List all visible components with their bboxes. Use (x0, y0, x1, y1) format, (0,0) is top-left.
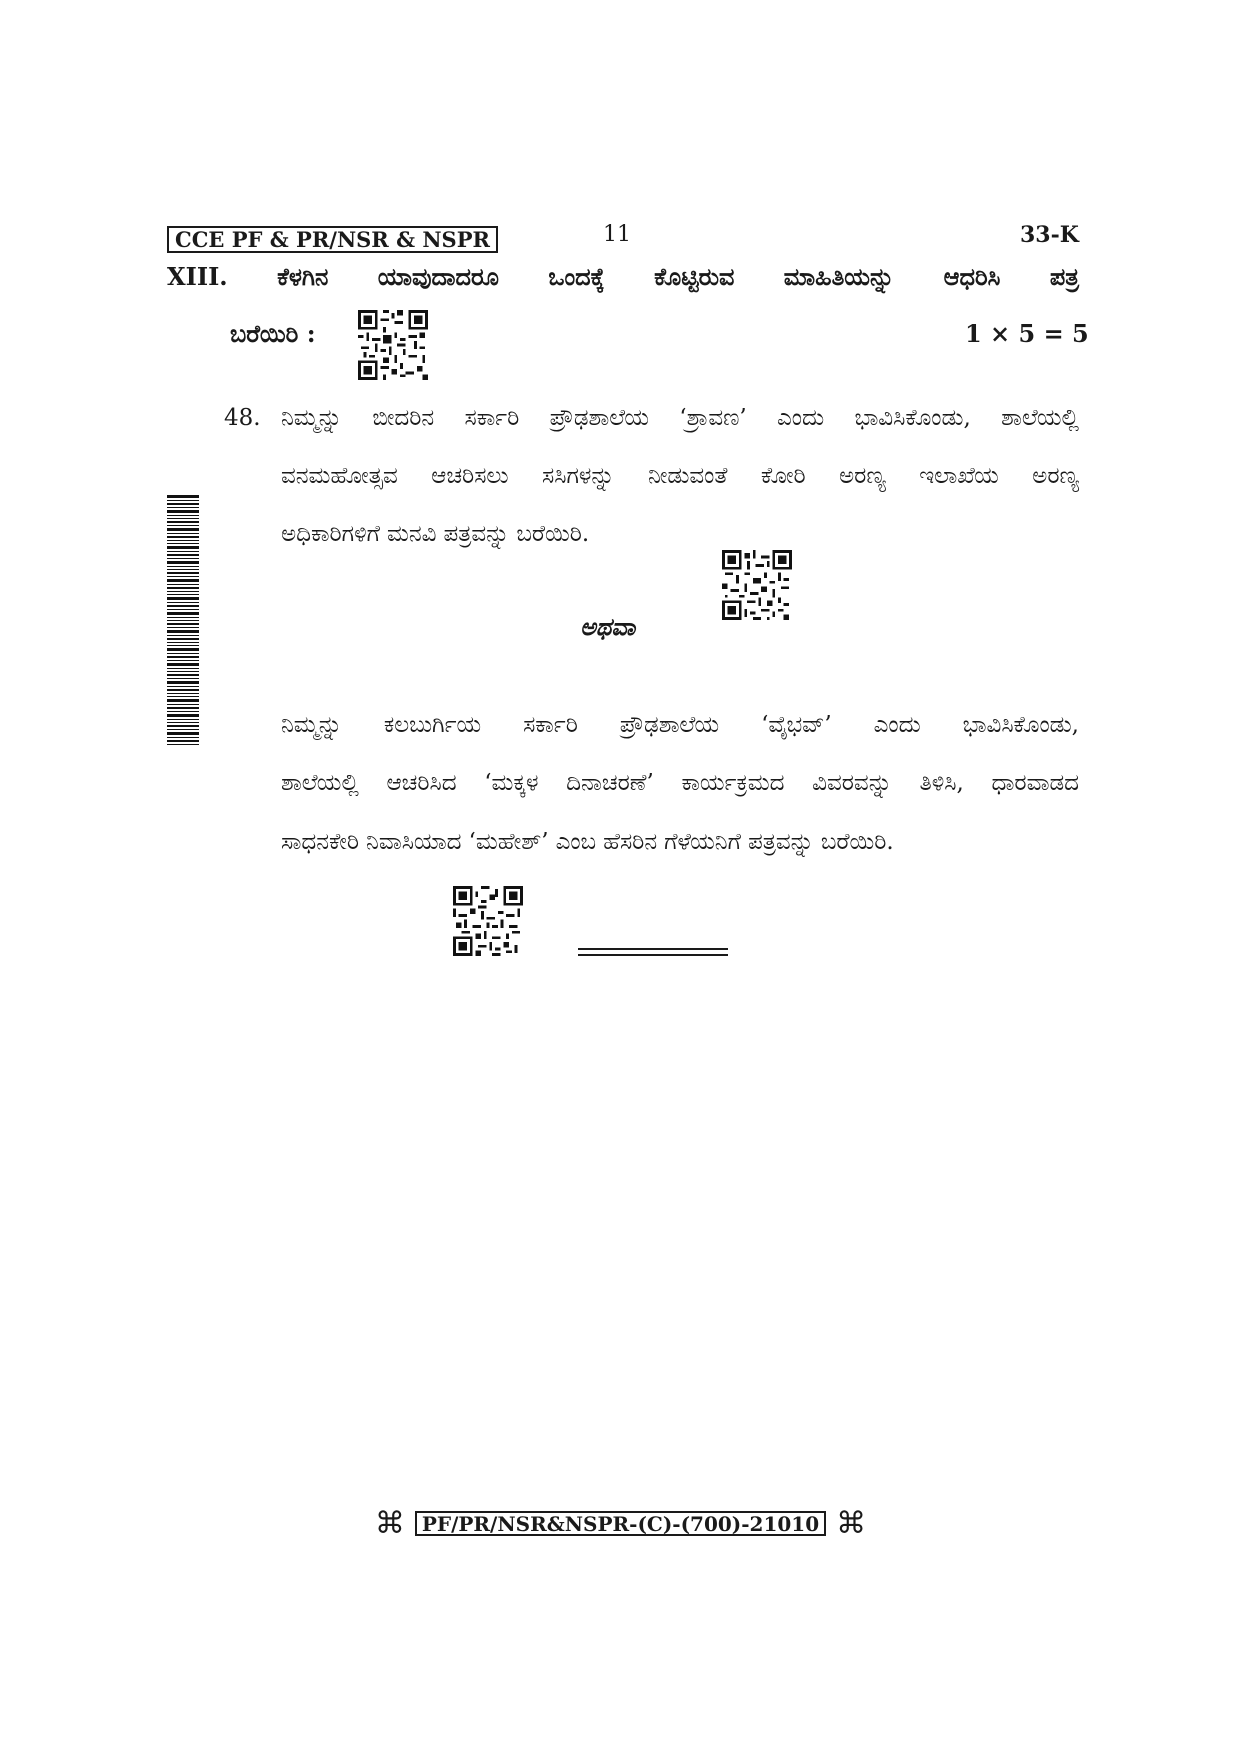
word: ಎಂದು (873, 712, 921, 738)
word: ಭಾವಿಸಿಕೊಂಡು, (962, 712, 1079, 738)
question-48-line-1 (281, 405, 1079, 431)
word: ಆಚರಿಸಲು (431, 463, 509, 489)
word: ಬರೆಯಿರಿ. (516, 521, 590, 547)
footer (0, 1506, 1241, 1541)
word: ಸರ್ಕಾರಿ (464, 405, 520, 431)
word: ಅರಣ್ಯ (1032, 463, 1079, 489)
word: ಹೆಸರಿನ (603, 829, 658, 855)
instruction-word: ಯಾವುದಾದರೂ (377, 262, 499, 291)
barcode-icon (167, 495, 199, 745)
question-48-line-2 (281, 463, 1079, 489)
word: ಕಲಬುರ್ಗಿಯ (383, 712, 482, 738)
word: ಸರ್ಕಾರಿ (523, 712, 578, 738)
paper-code-box: CCE PF & PR/NSR & NSPR (167, 226, 498, 253)
word: ಆಚರಿಸಿದ (386, 770, 457, 796)
marks-allocation: 1 × 5 = 5 (965, 319, 1089, 348)
footer-code-box: PF/PR/NSR&NSPR-(C)-(700)-21010 (415, 1511, 826, 1536)
word: ಕೋರಿ (760, 463, 806, 489)
page-number: 11 (603, 222, 631, 247)
word: ಅಧಿಕಾರಿಗಳಿಗೆ (281, 521, 380, 547)
instruction-word: ಕೊಟ್ಟಿರುವ (654, 262, 735, 291)
word: ವನಮಹೋತ್ಸವ (281, 463, 398, 489)
word: ನೀಡುವಂತೆ (648, 463, 728, 489)
word: ಧಾರವಾಡದ (991, 770, 1079, 796)
qr-code-icon (722, 550, 792, 620)
word: ನಿಮ್ಮನ್ನು (281, 405, 342, 431)
alternative-line-2 (281, 770, 1079, 796)
word: ತಿಳಿಸಿ, (919, 770, 964, 796)
qr-code-icon (358, 310, 428, 380)
word: ಅರಣ್ಯ (839, 463, 886, 489)
qr-code-icon (453, 886, 523, 956)
word: ‘ವೈಭವ್’ (761, 712, 832, 738)
section-number: XIII. (167, 262, 228, 291)
instruction-word: ಆಧರಿಸಿ (943, 262, 1001, 291)
instruction-continuation: ಬರೆಯಿರಿ : (230, 319, 316, 348)
question-number: 48. (224, 405, 261, 431)
end-of-question-rule (578, 948, 728, 956)
alternative-line-3 (281, 829, 1079, 855)
word: ‘ಮಹೇಶ್’ (468, 829, 549, 855)
word: ಪತ್ರವನ್ನು (747, 829, 814, 855)
word: ಶಾಲೆಯಲ್ಲಿ (1001, 405, 1079, 431)
subject-code: 33-K (1020, 222, 1079, 248)
word: ಎಂಬ (555, 829, 597, 855)
section-instruction (167, 262, 1079, 291)
command-symbol-icon: ⌘ (374, 1506, 405, 1541)
instruction-word: ಒಂದಕ್ಕೆ (548, 262, 605, 291)
word: ಭಾವಿಸಿಕೊಂಡು, (854, 405, 971, 431)
word: ಬರೆಯಿರಿ. (820, 829, 894, 855)
word: ಪ್ರೌಢಶಾಲೆಯ (619, 712, 720, 738)
word: ದಿನಾಚರಣೆ’ (566, 770, 654, 796)
instruction-word: ಪತ್ರ (1049, 262, 1079, 291)
word: ಸಸಿಗಳನ್ನು (542, 463, 615, 489)
word: ವಿವರವನ್ನು (812, 770, 892, 796)
word: ‘ಮಕ್ಕಳ (484, 770, 539, 796)
word: ಇಲಾಖೆಯ (919, 463, 999, 489)
word: ಸಾಧನಕೇರಿ (281, 829, 360, 855)
word: ಪತ್ರವನ್ನು (443, 521, 510, 547)
word: ಗೆಳೆಯನಿಗೆ (664, 829, 741, 855)
question-48-line-3 (281, 521, 1079, 547)
or-label: ಅಥವಾ (580, 612, 636, 641)
word: ಪ್ರೌಢಶಾಲೆಯ (549, 405, 649, 431)
word: ನಿವಾಸಿಯಾದ (366, 829, 462, 855)
alternative-line-1 (281, 712, 1079, 738)
word: ಮನವಿ (386, 521, 437, 547)
command-symbol-icon: ⌘ (836, 1506, 867, 1541)
word: ನಿಮ್ಮನ್ನು (281, 712, 342, 738)
word: ‘ಶ್ರಾವಣ’ (679, 405, 747, 431)
word: ಎಂದು (777, 405, 825, 431)
instruction-word: ಕೆಳಗಿನ (277, 262, 329, 291)
word: ಶಾಲೆಯಲ್ಲಿ (281, 770, 359, 796)
word: ಕಾರ್ಯಕ್ರಮದ (681, 770, 785, 796)
word: ಬೀದರಿನ (372, 405, 435, 431)
instruction-word: ಮಾಹಿತಿಯನ್ನು (783, 262, 895, 291)
